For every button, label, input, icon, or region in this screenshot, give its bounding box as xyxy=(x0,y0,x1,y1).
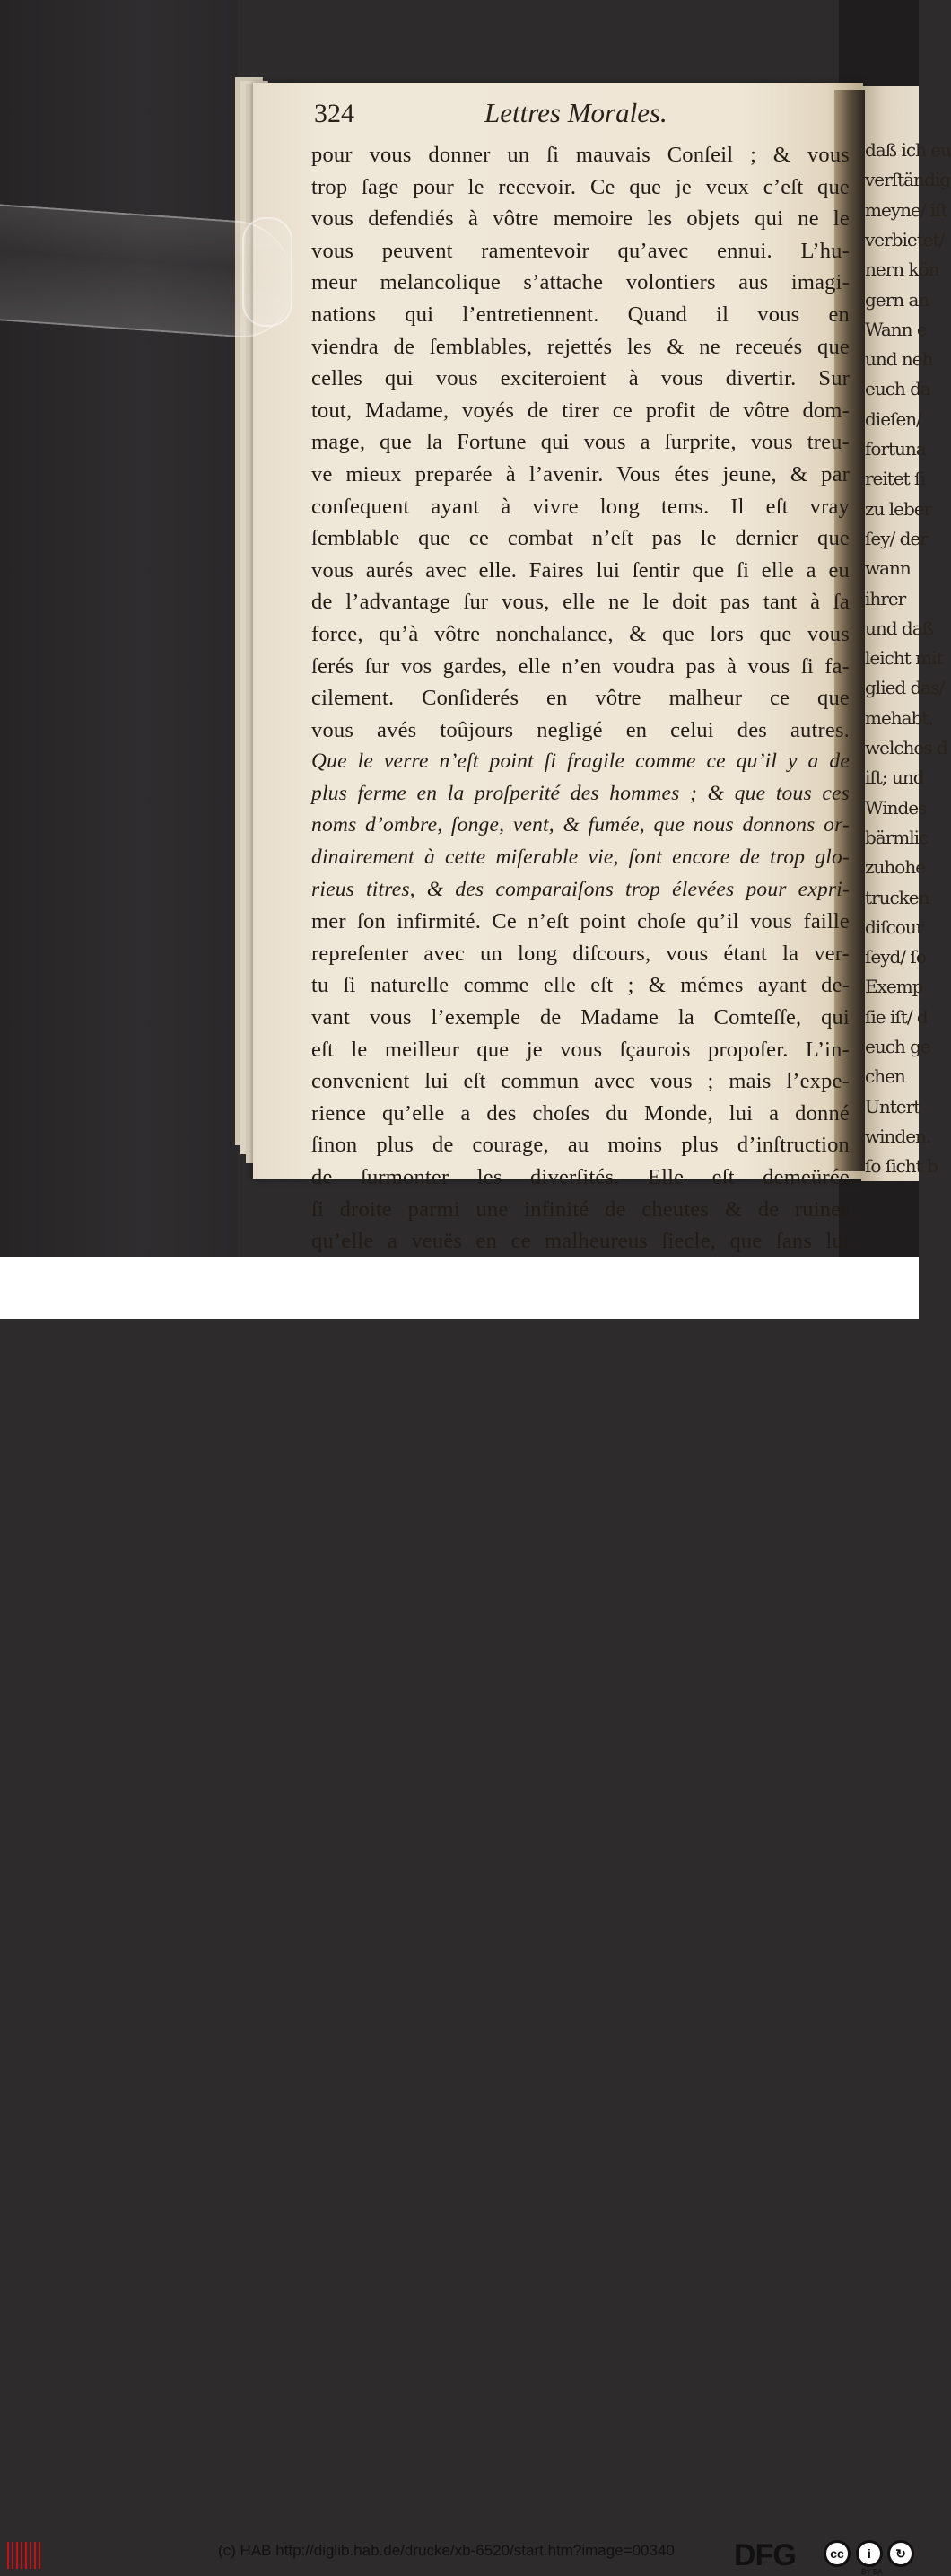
facing-page-line: euch ge xyxy=(865,1036,930,1057)
facing-page-line: meyne/ iſt xyxy=(865,198,947,221)
text-line: ſerés ſur vos gardes, elle n’en voudra pas à vous ſi fa- xyxy=(311,653,850,679)
text-line: vant vous l’exemple de Madame la Comteſſe, qui xyxy=(311,1005,850,1030)
text-line: ſemblable que ce combat n’eſt pas le dernier que xyxy=(311,526,850,551)
text-line: meur melancolique s’attache volontiers aus imagi- xyxy=(311,270,850,295)
attribution-icon: i xyxy=(856,2540,883,2567)
facing-page-line: Wann e xyxy=(865,318,927,340)
text-line: celles qui vous exciteroient à vous divertir. Sur xyxy=(311,366,850,391)
text-line: dinairement à cette miſerable vie, ſont encore de trop glo- xyxy=(311,846,850,870)
facing-page-line: ſie iſt/ d xyxy=(865,1005,928,1028)
text-line: mage, que la Fortune qui vous a ſurprite, vous treu- xyxy=(311,430,850,455)
text-line: noms d’ombre, ſonge, vent, & fumée, que nous donnons or- xyxy=(311,813,850,837)
facing-page-line: reitet ſi xyxy=(865,468,925,490)
text-line: vous aurés avec elle. Faires lui ſentir que ſi elle a eu xyxy=(311,557,850,583)
text-line: nations qui l’entretiennent. Quand il vous en xyxy=(311,302,850,327)
facing-page-line: mehabt. xyxy=(865,706,933,729)
text-line: vous avés toûjours negligé en celui des autres. xyxy=(311,717,850,742)
facing-page-line: fortuna xyxy=(865,438,926,460)
text-line: eſt le meilleur que je vous ſçaurois propoſer. L’in- xyxy=(311,1037,850,1062)
text-line: rience qu’elle a des choſes du Monde, lui a donné xyxy=(311,1100,850,1126)
hab-barcode-icon xyxy=(7,2542,43,2569)
dark-background-left xyxy=(0,0,238,1257)
facing-page-line: verbietet/ xyxy=(865,228,945,250)
text-line: pour vous donner un ſi mauvais Conſeil ; & vous xyxy=(311,143,850,167)
facing-page-line: ſey/ der xyxy=(865,527,928,549)
text-line: qu’elle a veuës en ce malheureus ſiecle, que ſans lui xyxy=(311,1229,850,1254)
facing-page-line: dieſen/ xyxy=(865,407,921,430)
text-line: tout, Madame, voyés de tirer ce profit de vôtre dom- xyxy=(311,398,850,423)
facing-page-line: zuhohe xyxy=(865,856,926,879)
text-line: repreſenter avec un long diſcours, vous étant la ver- xyxy=(311,941,850,966)
running-head: Lettres Morales. xyxy=(484,97,667,128)
body-text xyxy=(311,139,850,1289)
text-line: force, qu’à vôtre nonchalance, & que lors que vous xyxy=(311,621,850,646)
facing-page-line: diſcour xyxy=(865,916,924,938)
share-alike-icon: ↻ xyxy=(887,2540,914,2567)
facing-page-line: und daß xyxy=(865,617,934,639)
text-line: ſinon plus de courage, au moins plus d’inſtruction xyxy=(311,1133,850,1158)
text-line: Que le verre n’eſt point ſi fragile comme ce qu’il y a de xyxy=(311,749,850,774)
footer-bar xyxy=(0,1257,919,2576)
text-line: mer ſon infirmité. Ce n’eſt point choſe qu’il vous faille xyxy=(311,909,850,934)
text-line: de ſurmonter les diverſités. Elle eſt demeürée xyxy=(311,1165,850,1189)
text-line: viendra de ſemblables, rejettés les & ne receués que xyxy=(311,334,850,359)
facing-page-line: Untert xyxy=(865,1095,920,1117)
facing-page-line: verſtändig xyxy=(865,169,950,191)
text-line: cilement. Conſiderés en vôtre malheur ce que xyxy=(311,686,850,711)
facing-page-line: ihrer xyxy=(865,587,906,609)
text-line: ve mieux preparée à l’avenir. Vous étes jeune, & par xyxy=(311,461,850,486)
facing-page-line: ſo ſicht b xyxy=(865,1155,938,1178)
scan-image xyxy=(0,0,951,1257)
text-line: plus ferme en la proſperité des hommes ; & que tous ces xyxy=(311,781,850,805)
facing-page-line: nern kön xyxy=(865,258,939,281)
facing-page-line: euch da xyxy=(865,378,930,400)
facing-page-line: leicht mit xyxy=(865,647,943,670)
facing-page-line: iſt; und xyxy=(865,767,924,789)
text-line: tu ſi naturelle comme elle eſt ; & mémes ayant de- xyxy=(311,973,850,998)
facing-page-line: Exemp xyxy=(865,976,923,998)
facing-page-line: gern an xyxy=(865,288,929,311)
text-line: de l’advantage ſur vous, elle ne le doit pas tant à ſa xyxy=(311,590,850,615)
facing-page-line: ſeyd/ ſo xyxy=(865,946,926,968)
text-line: ſi droite parmi une infinité de cheutes & de ruines xyxy=(311,1196,850,1222)
cc-icon: cc xyxy=(824,2540,851,2567)
facing-page-line: welches d xyxy=(865,737,947,758)
facing-page-line: bärmlic xyxy=(865,826,929,848)
glass-clip-tip xyxy=(242,217,292,327)
page-number: 324 xyxy=(314,99,354,128)
facing-page-line: glied das/ xyxy=(865,677,945,699)
text-line: convenient lui eſt commun avec vous ; mais l’expe- xyxy=(311,1069,850,1094)
dfg-logo: DFG xyxy=(734,2538,796,2572)
text-line: vous peuvent ramentevoir qu’avec ennui. L’hu- xyxy=(311,238,850,263)
text-line: trop ſage pour le recevoir. Ce que je veux c’eſt que xyxy=(311,174,850,199)
text-line: conſequent ayant à vivre long tems. Il eſt vray xyxy=(311,494,850,519)
facing-page-line: und neh xyxy=(865,348,933,371)
facing-page-line: chen xyxy=(865,1065,905,1088)
facing-page-line: wann xyxy=(865,557,911,580)
facing-page-line: zu leber xyxy=(865,497,932,520)
facing-page-line: trucken xyxy=(865,886,929,908)
facing-page-line: Windes xyxy=(865,796,927,819)
text-line: vous defendiés à vôtre memoire les objets qui ne le xyxy=(311,206,850,232)
source-link[interactable]: (c) HAB http://diglib.hab.de/drucke/xb-6520/start.htm?image=00340 xyxy=(218,2542,675,2559)
license-label: BY SA xyxy=(861,2568,883,2576)
facing-page-line: daß ich eu xyxy=(865,139,951,161)
text-line: rieus titres, & des comparaiſons trop élevées pour expri- xyxy=(311,877,850,901)
facing-page-line: winden. xyxy=(865,1125,931,1147)
